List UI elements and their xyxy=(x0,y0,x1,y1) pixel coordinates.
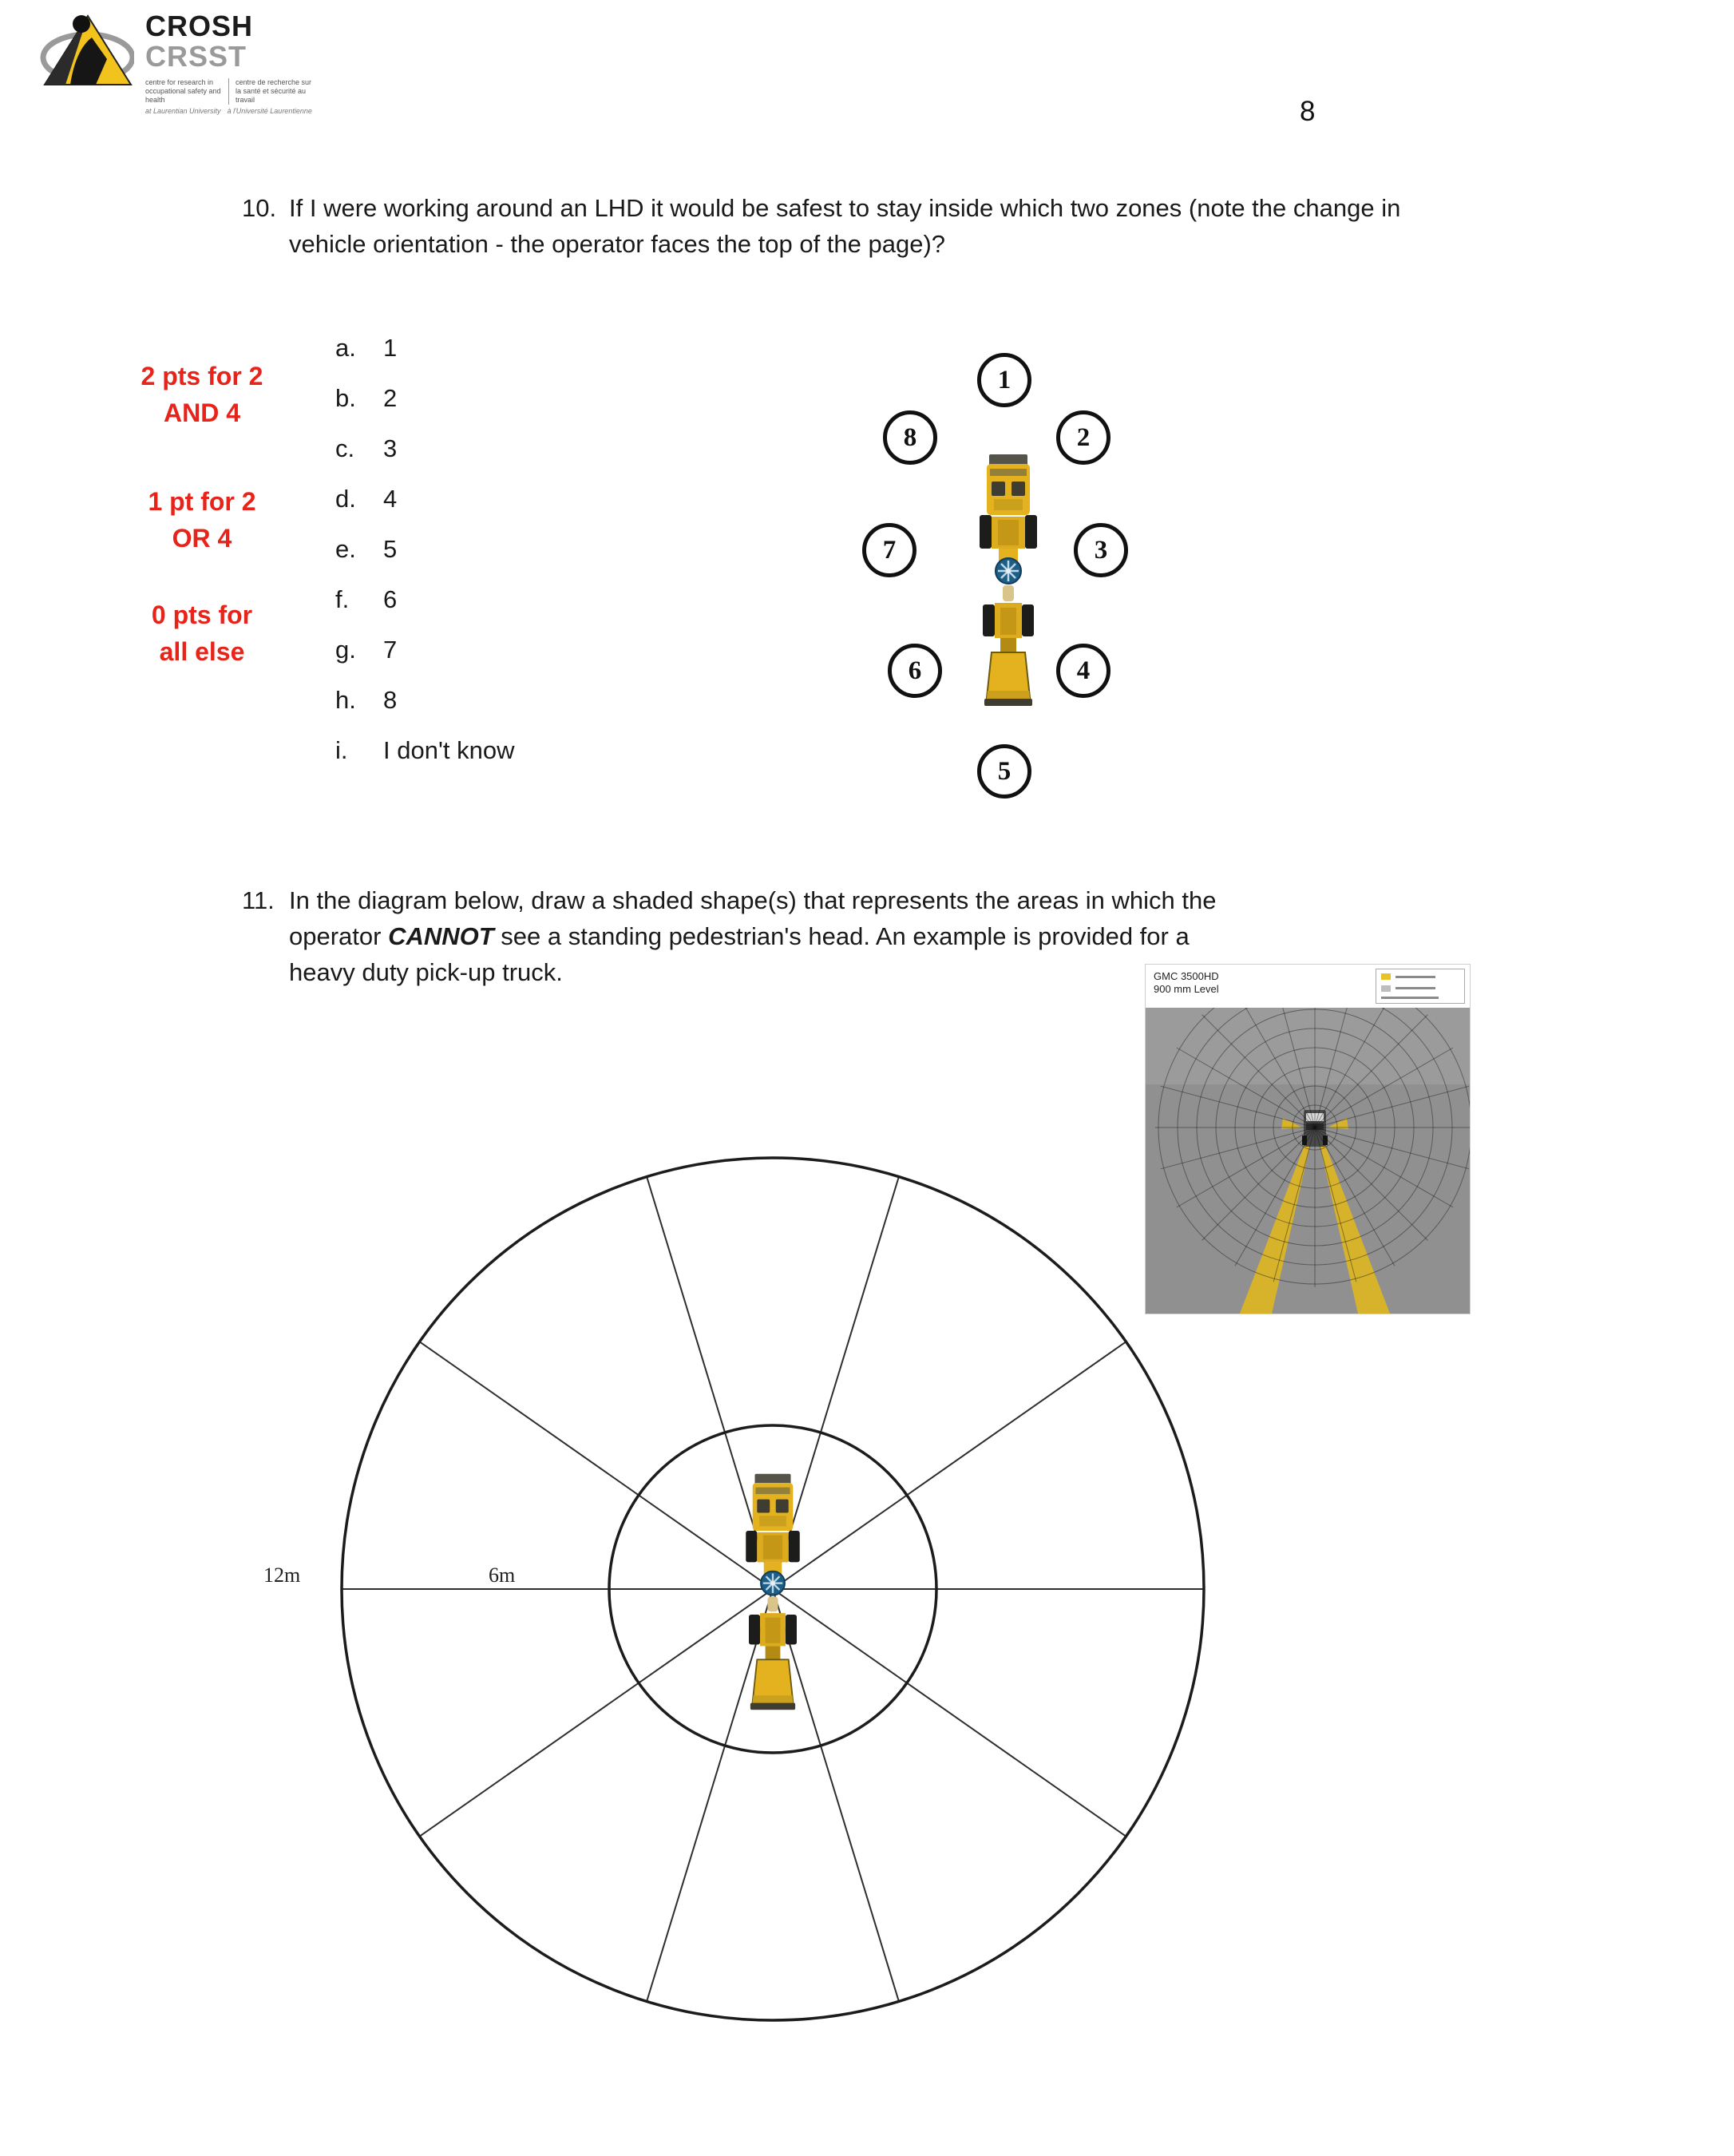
q10-option-b-label: 2 xyxy=(383,384,398,412)
q10-text: If I were working around an LHD it would be safest to stay inside which two zones (note the change in vehicle orientation - the operator faces the top of the page)? xyxy=(289,194,1401,258)
q10-option-g-letter: g. xyxy=(335,636,356,664)
score2-line1: 1 pt for 2 xyxy=(148,487,256,516)
crosh-logo-icon xyxy=(38,11,134,91)
q11-text xyxy=(289,882,1235,990)
inset-legend xyxy=(1376,969,1465,1004)
crosh-logo xyxy=(38,11,312,116)
q10-option-c-label: 3 xyxy=(383,434,398,462)
zone-circle-1: 1 xyxy=(977,353,1031,407)
q10-option-d-letter: d. xyxy=(335,485,356,513)
outer-radius-label: 12m xyxy=(263,1563,301,1587)
q10-option-d-label: 4 xyxy=(383,485,398,513)
page-number: 8 xyxy=(1300,96,1316,127)
q11-number: 11. xyxy=(242,886,275,914)
legend-scale-bar xyxy=(1381,997,1439,999)
logo-tagline-fr: centre de recherche sur la santé et sécurité au travail xyxy=(236,78,312,104)
score3-line1: 0 pts for xyxy=(151,600,253,629)
zone-circle-6: 6 xyxy=(888,644,942,698)
score1-line2: AND 4 xyxy=(163,398,240,427)
score1-line1: 2 pts for 2 xyxy=(141,362,263,390)
score2-line2: OR 4 xyxy=(172,524,232,553)
q11-text-cannot: CANNOT xyxy=(388,922,494,950)
inner-radius-label: 6m xyxy=(489,1563,516,1587)
inset-header xyxy=(1146,965,1470,1008)
q10-option-e-letter: e. xyxy=(335,535,356,563)
lhd-vehicle-icon xyxy=(976,447,1040,711)
logo-name-en: CROSH xyxy=(145,10,254,42)
legend-visible-swatch xyxy=(1381,985,1391,992)
q10-zone-diagram xyxy=(830,339,1198,842)
q10-scoring-note-2 xyxy=(94,483,310,557)
logo-university-en: at Laurentian University xyxy=(145,107,221,115)
q10-option-a-label: 1 xyxy=(383,334,398,362)
logo-university-fr: à l'Université Laurentienne xyxy=(227,107,312,115)
score3-line2: all else xyxy=(159,637,245,666)
legend-row-visible xyxy=(1381,985,1459,992)
logo-divider xyxy=(228,78,229,105)
zone-circle-4: 4 xyxy=(1056,644,1110,698)
q10-option-a-letter: a. xyxy=(335,334,356,362)
zone-circle-7: 7 xyxy=(862,523,916,577)
logo-name-fr: CRSST xyxy=(145,40,247,73)
q10-option-h-letter: h. xyxy=(335,686,356,714)
q10-option-e-label: 5 xyxy=(383,535,398,563)
q10-option-f-label: 6 xyxy=(383,585,398,613)
zone-circle-3: 3 xyxy=(1074,523,1128,577)
logo-tagline-en: centre for research in occupational safety and health xyxy=(145,78,221,104)
zone-circle-2: 2 xyxy=(1056,410,1110,465)
crosh-logo-text xyxy=(145,11,312,116)
lhd-vehicle-center-icon xyxy=(746,1474,800,1710)
q10-option-h-label: 8 xyxy=(383,686,398,714)
q10-option-b-letter: b. xyxy=(335,384,356,412)
logo-university xyxy=(145,107,312,116)
q10-option-i-letter: i. xyxy=(335,736,348,764)
legend-blind-swatch xyxy=(1381,973,1391,980)
q10-number: 10. xyxy=(242,194,277,222)
q10-option-f-letter: f. xyxy=(335,585,350,613)
logo-taglines xyxy=(145,78,312,105)
q10-scoring-note-3 xyxy=(94,596,310,670)
inset-title xyxy=(1154,970,1219,996)
q11-text-part2: see a standing pedestrian's head. An example is provided for a heavy duty pick-up truck. xyxy=(289,922,1190,986)
q10-option-i-label: I don't know xyxy=(383,736,515,764)
legend-visible-label-bar xyxy=(1396,987,1435,989)
inset-title-line2: 900 mm Level xyxy=(1154,983,1219,995)
legend-row-scale xyxy=(1381,997,1459,999)
legend-blind-label-bar xyxy=(1396,976,1435,978)
q11-text-part1: In the diagram below, draw a shaded shape(s) that represents the areas in which the operator xyxy=(289,886,1217,950)
q10-option-g-label: 7 xyxy=(383,636,398,664)
zone-circle-8: 8 xyxy=(883,410,937,465)
legend-row-blind xyxy=(1381,973,1459,980)
q10-scoring-note-1 xyxy=(94,358,310,431)
q11-drawing-diagram[interactable] xyxy=(294,1110,1252,2068)
q10-option-c-letter: c. xyxy=(335,434,355,462)
inset-title-line1: GMC 3500HD xyxy=(1154,970,1219,982)
zone-circle-5: 5 xyxy=(977,744,1031,799)
